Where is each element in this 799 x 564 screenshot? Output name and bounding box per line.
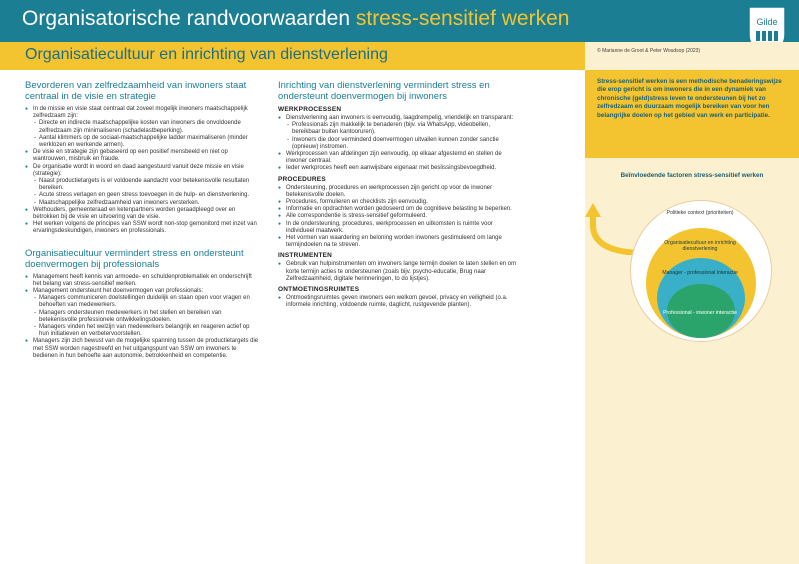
list-item: ● Informatie en opdrachten worden gedoseerd om de cognitieve belasting te beperken.	[278, 206, 518, 213]
intro-text: Stress-sensitief werken is een methodische benaderingswijze die erop gericht is om inwoners die in een dynamiek van chronische (geld)stress leven te ondersteunen bij het zo zelfredzaam en duurzaam mogelijk bereiken van voor hen belangrijke doelen op het gebied van werk en participatie.	[597, 78, 782, 119]
list-item: ● De organisatie wordt in woord en daad aangestuurd vanuit deze missie en visie (strategie):	[25, 164, 261, 178]
list-item: ● Het werken volgens de principes van SSW wordt non-stop gemonitord met inzet van ervaringsdeskundigen, inwoners en professionals.	[25, 221, 261, 235]
label-manager-professional: Manager - professional interactie	[662, 270, 738, 276]
sub-list-item: - Inwoners die door verminderd doenvermogen uitvallen kunnen zonder sanctie (opnieuw) instromen.	[278, 137, 518, 151]
list-item: ● Werkprocessen van afdelingen zijn eenvoudig, op elkaar afgestemd en stellen de inwoner centraal.	[278, 151, 518, 165]
subsection-label: INSTRUMENTEN	[278, 252, 333, 260]
sub-list-item: - Naast productietargets is er voldoende aandacht voor betekenisvolle resultaten bereiken.	[25, 178, 261, 192]
factors-diagram	[630, 200, 770, 340]
subsection-list	[278, 295, 518, 309]
column-left	[25, 80, 261, 360]
list-item: ● Ontmoetingsruimtes geven inwoners een welkom gevoel, privacy en veiligheid (o.a. informele inrichting, voldoende ruimte, daglicht, rustgevende planten).	[278, 295, 518, 309]
label-organisatiecultuur: Organisatiecultuur en inrichting dienstverlening	[664, 240, 736, 252]
list-item: ● In de ondersteuning, procedures, werkprocessen en uitkomsten is ruimte voor individueel maatwerk.	[278, 221, 518, 235]
list-item: ● Ondersteuning, procedures en werkprocessen zijn gericht op voor de inwoner betekenisvolle doelen.	[278, 185, 518, 199]
list-item: ● Het vormen van waardering en beloning worden inwoners gestimuleerd om lange termijndoelen na te streven.	[278, 235, 518, 249]
sub-list-item: - Aantal klimmers op de sociaal-maatschappelijke ladder maximaliseren (minder werklozen en werkende armen).	[25, 135, 261, 149]
credit-line: © Marianne de Groot & Peter Woudsop (2023)	[597, 48, 701, 54]
list-item: ● Gebruik van hulpinstrumenten om inwoners lange termijn doelen te laten stellen en om korte termijn acties te ondersteunen (zoals bijv. psycho-educatie, Brug naar Zelfredzaamheid, digitale herinneringen, to do lijstjes).	[278, 261, 518, 283]
subsection-label: PROCEDURES	[278, 175, 326, 183]
list-item: ● In de missie en visie staat centraal dat zoveel mogelijk inwoners maatschappelijk zelfredzaam zijn:	[25, 106, 261, 120]
inrichting-sections	[278, 106, 518, 309]
subsection-list	[278, 261, 518, 283]
sub-list-item: - Managers ondersteunen medewerkers in het stellen en bereiken van betekenisvolle professionele ontwikkelingsdoelen.	[25, 310, 261, 324]
section-heading-visie: Bevorderen van zelfredzaamheid van inwoners staat centraal in de visie en strategie	[25, 80, 247, 102]
list-item: ● Dienstverlening aan inwoners is eenvoudig, laagdrempelig, vriendelijk en transparant:	[278, 115, 518, 122]
intro-box	[585, 70, 799, 158]
sub-list-item: - Maatschappelijke zelfredzaamheid van inwoners versterken.	[25, 200, 261, 207]
subsection-label: WERKPROCESSEN	[278, 106, 342, 113]
page-title	[22, 7, 569, 31]
list-item: ● Management ondersteunt het doenvermogen van professionals:	[25, 288, 261, 295]
sub-list-item: - Managers communiceren doelstellingen duidelijk en staan open voor vragen en behoeften van medewerkers.	[25, 295, 261, 309]
sub-list-item: - Acute stress verlagen en geen stress toevoegen in de hulp- en dienstverlening.	[25, 192, 261, 199]
list-item: ● Wethouders, gemeenteraad en ketenpartners worden geraadpleegd over en betrokken bij de visie en uitvoering van de visie.	[25, 207, 261, 221]
list-item: ● Ieder werkproces heeft een aanwijsbare eigenaar met beslissingsbevoegdheid.	[278, 165, 518, 172]
list-visie	[25, 106, 261, 236]
subtitle-bar	[0, 42, 585, 70]
subsection-label: ONTMOETINGSRUIMTES	[278, 286, 360, 294]
title-highlight: stress-sensitief werken	[355, 7, 570, 30]
list-item: ● Managers zijn zich bewust van de mogelijke spanning tussen de productietargets die met SSW worden nagestreefd en het uitgangspunt van SSW om inwoners te bedienen in hun behoefte aan autonomie, betrokkenheid en competentie.	[25, 338, 261, 360]
list-item: ● Alle correspondentie is stress-sensitief geformuleerd.	[278, 213, 518, 220]
label-politieke-context: Politieke context (prioriteiten)	[666, 210, 734, 216]
logo-label: Gilde	[756, 17, 778, 27]
list-item: ● Management heeft kennis van armoede- en schuldenproblematiek en onderschrijft het belang van stress-sensitief werken.	[25, 274, 261, 288]
sub-list-item: - Directe en indirecte maatschappelijke kosten van inwoners die onvoldoende zelfredzaam zijn minimaliseren (schadelastbeperking).	[25, 120, 261, 134]
section-heading-inrichting: Inrichting van dienstverlening vermindert stress en ondersteunt doenvermogen bij inwoners	[278, 80, 490, 102]
title-part1: Organisatorische randvoorwaarden	[22, 7, 356, 30]
header-bar	[0, 0, 799, 42]
column-middle	[278, 80, 518, 309]
section-heading-cultuur: Organisatiecultuur vermindert stress en ondersteunt doenvermogen bij professionals	[25, 247, 244, 270]
label-professional-inwoner: Professional - inwoner interactie	[663, 310, 737, 316]
factors-title: Beïnvloedende factoren stress-sensitief werken	[620, 172, 764, 179]
list-item: ● Procedures, formulieren en checklists zijn eenvoudig.	[278, 199, 518, 206]
subsection-list	[278, 115, 518, 173]
list-item: ● De visie en strategie zijn gebaseerd op een positief mensbeeld en niet op wantrouwen, misbruik en fraude.	[25, 149, 261, 163]
page-subtitle: Organisatiecultuur en inrichting van dienstverlening	[25, 46, 388, 63]
list-cultuur	[25, 274, 261, 360]
subsection-list	[278, 185, 518, 250]
sub-list-item: - Professionals zijn makkelijk te benaderen (bijv. via WhatsApp, videobellen, bereikbaar buiten kantooruren).	[278, 122, 518, 136]
sub-list-item: - Managers vinden het welzijn van medewerkers belangrijk en reageren actief op hun initiatieven en verbetervoorstellen.	[25, 324, 261, 338]
